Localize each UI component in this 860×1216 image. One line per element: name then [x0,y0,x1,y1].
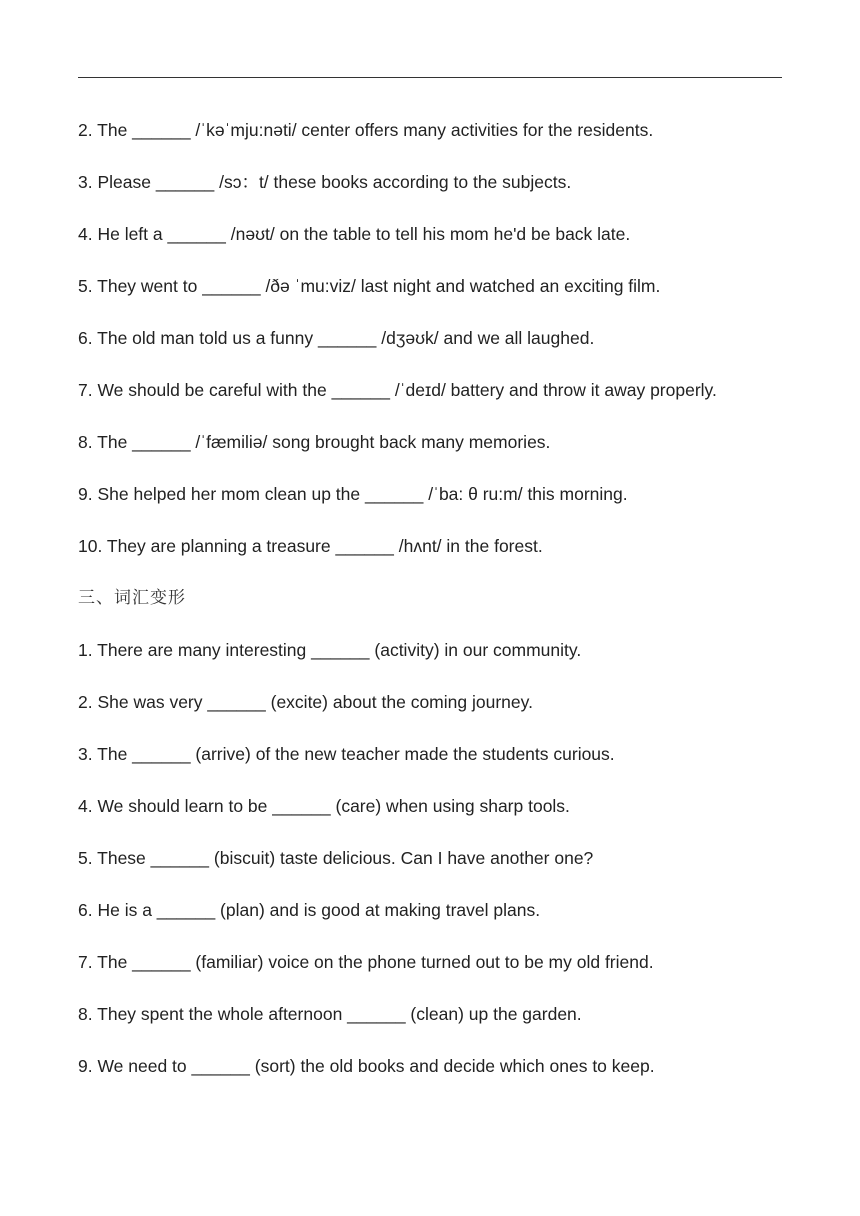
question-item: 8. They spent the whole afternoon ______ (clean) up the garden. [78,1004,582,1024]
worksheet-content [78,116,798,1104]
question-item: 7. The ______ (familiar) voice on the phone turned out to be my old friend. [78,952,654,972]
question-item: 2. She was very ______ (excite) about the coming journey. [78,692,533,712]
question-item: 3. The ______ (arrive) of the new teacher made the students curious. [78,744,615,764]
section-heading: 三、词汇变形 [78,588,186,608]
question-item: 5. These ______ (biscuit) taste delicious. Can I have another one? [78,848,594,868]
question-item: 6. He is a ______ (plan) and is good at making travel plans. [78,900,541,920]
question-item: 4. He left a ______ /nəʊt/ on the table to tell his mom he'd be back late. [78,224,631,244]
question-item: 3. Please ______ /sɔ：t/ these books according to the subjects. [78,172,572,192]
question-item: 8. The ______ /ˈfæmiliə/ song brought back many memories. [78,432,551,452]
question-item: 6. The old man told us a funny ______ /dʒəʊk/ and we all laughed. [78,328,595,348]
question-item: 10. They are planning a treasure ______ /hʌnt/ in the forest. [78,536,543,556]
header-rule [78,77,782,78]
question-item: 7. We should be careful with the ______ /ˈdeɪd/ battery and throw it away properly. [78,380,717,400]
question-item: 9. We need to ______ (sort) the old books and decide which ones to keep. [78,1056,655,1076]
question-item: 1. There are many interesting ______ (activity) in our community. [78,640,582,660]
question-item: 9. She helped her mom clean up the ______ /ˈba: θ ru:m/ this morning. [78,484,628,504]
question-item: 4. We should learn to be ______ (care) when using sharp tools. [78,796,570,816]
question-item: 2. The ______ /ˈkəˈmju:nəti/ center offers many activities for the residents. [78,120,654,140]
question-item: 5. They went to ______ /ðə ˈmu:viz/ last night and watched an exciting film. [78,276,661,296]
